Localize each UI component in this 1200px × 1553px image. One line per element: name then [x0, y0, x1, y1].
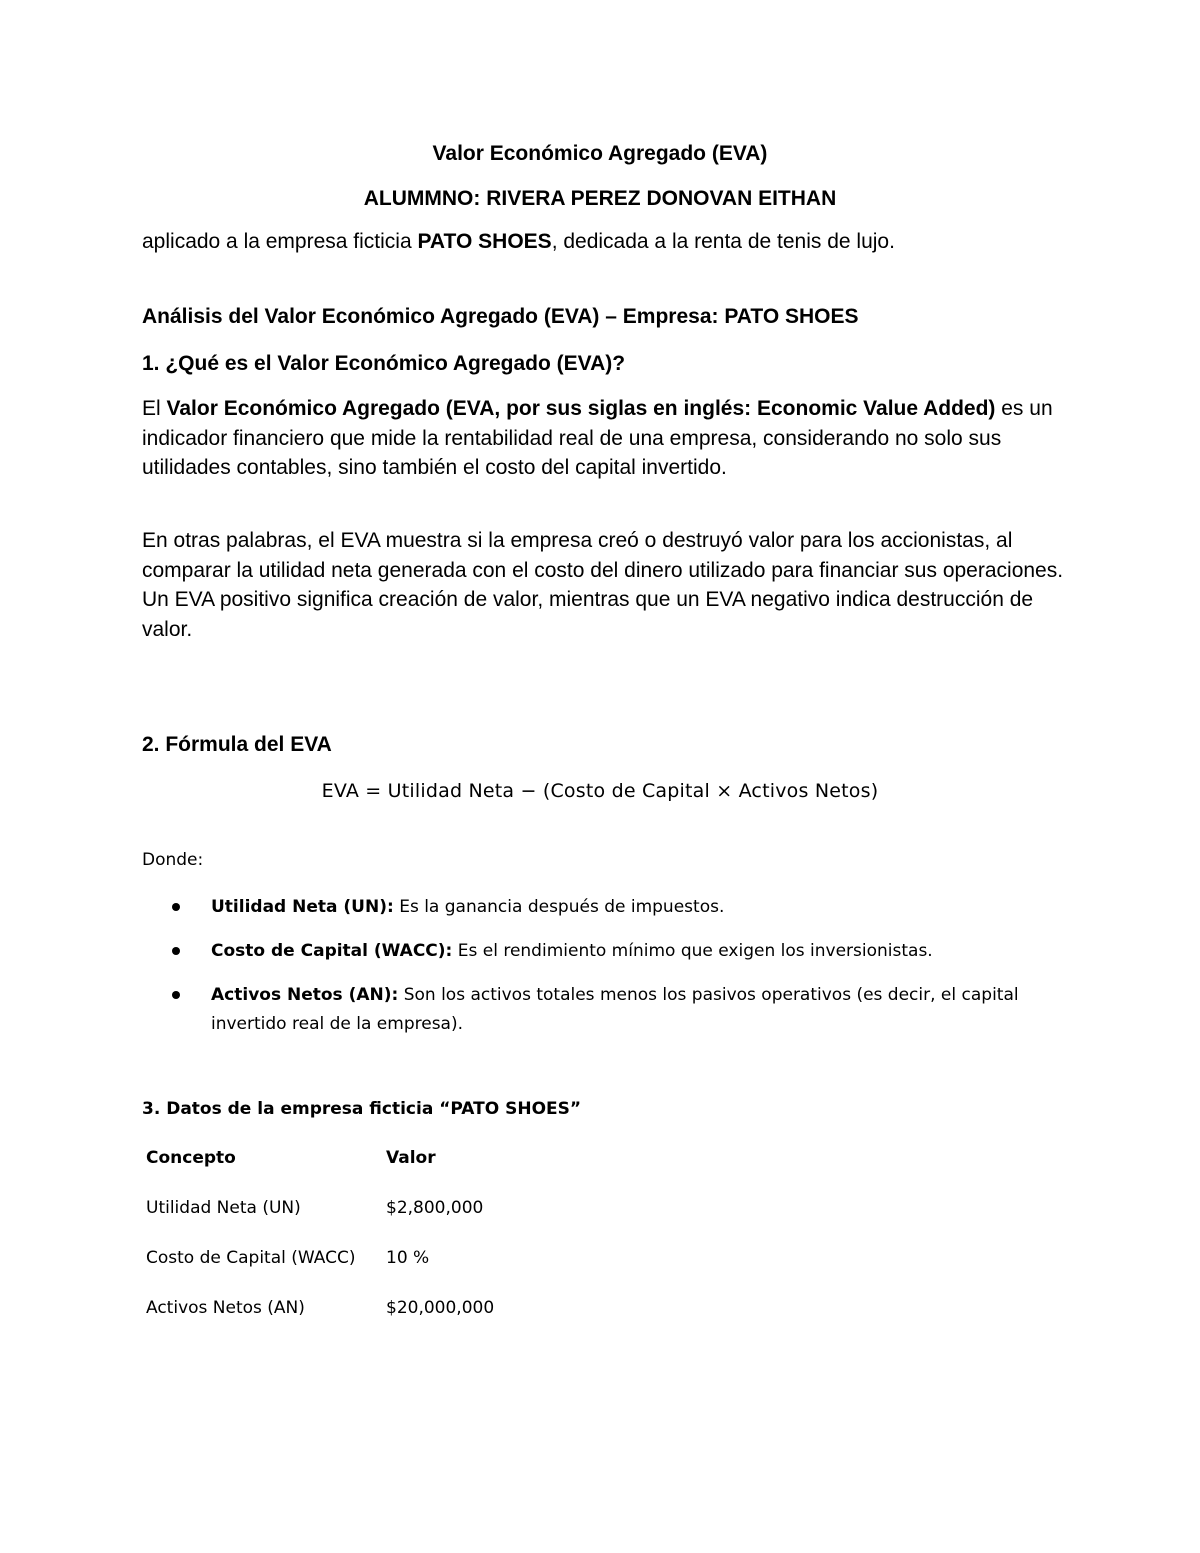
intro-after: , dedicada a la renta de tenis de lujo.: [551, 230, 895, 253]
intro-company: PATO SHOES: [417, 230, 552, 253]
p1-bold: Valor Económico Agregado (EVA, por sus siglas en inglés: Economic Value Added): [166, 397, 996, 420]
table-cell-valor: 10 %: [386, 1248, 430, 1268]
student-name: ALUMMNO: RIVERA PEREZ DONOVAN EITHAN: [363, 187, 837, 210]
table-cell-concepto: Costo de Capital (WACC): [146, 1248, 356, 1268]
bullet-term: Utilidad Neta (UN):: [211, 897, 394, 917]
donde-label: Donde:: [142, 850, 204, 870]
table-cell-valor: $20,000,000: [386, 1298, 495, 1318]
bullet-item-activos: [211, 981, 1031, 1039]
intro-line: [142, 230, 895, 254]
section3-heading: 3. Datos de la empresa ficticia “PATO SHOES”: [142, 1099, 582, 1119]
bullet-icon: [172, 903, 180, 911]
eva-formula: EVA = Utilidad Neta − (Costo de Capital × Activos Netos): [321, 780, 879, 802]
p1-rest: es un indicador financiero que mide la rentabilidad real de una empresa, considerando no solo sus utilidades contables, sino también el costo del capital invertido.: [142, 397, 1053, 479]
table-cell-concepto: Activos Netos (AN): [146, 1298, 305, 1318]
p1-prefix: El: [142, 397, 167, 420]
bullet-item-costo: [211, 937, 1031, 966]
bullet-desc: Son los activos totales menos los pasivos operativos (es decir, el capital invertido real de la empresa).: [211, 985, 1019, 1034]
bullet-desc: Es la ganancia después de impuestos.: [393, 897, 725, 917]
intro-before: aplicado a la empresa ficticia: [142, 230, 418, 253]
table-header-valor: Valor: [386, 1148, 436, 1168]
section1-paragraph2: [142, 526, 1082, 644]
table-header-concepto: Concepto: [146, 1148, 236, 1168]
bullet-icon: [172, 947, 180, 955]
document-title: Valor Económico Agregado (EVA): [432, 142, 768, 165]
p2-line2: Un EVA positivo significa creación de valor, mientras que un EVA negativo indica destrucción de valor.: [142, 588, 1034, 641]
p2-line1: En otras palabras, el EVA muestra si la empresa creó o destruyó valor para los accionistas, al comparar la utilidad neta generada con el costo del dinero utilizado para financiar sus operaciones.: [142, 529, 1064, 582]
bullet-icon: [172, 991, 180, 999]
bullet-item-utilidad: [211, 893, 1031, 922]
table-cell-valor: $2,800,000: [386, 1198, 484, 1218]
bullet-term: Costo de Capital (WACC):: [211, 941, 453, 961]
section1-paragraph1: [142, 394, 1082, 483]
analysis-heading: Análisis del Valor Económico Agregado (EVA) – Empresa: PATO SHOES: [142, 305, 859, 328]
bullet-term: Activos Netos (AN):: [211, 985, 399, 1005]
section2-heading: 2. Fórmula del EVA: [142, 733, 332, 756]
bullet-desc: Es el rendimiento mínimo que exigen los inversionistas.: [452, 941, 933, 961]
section1-heading: 1. ¿Qué es el Valor Económico Agregado (EVA)?: [142, 352, 626, 375]
table-cell-concepto: Utilidad Neta (UN): [146, 1198, 301, 1218]
